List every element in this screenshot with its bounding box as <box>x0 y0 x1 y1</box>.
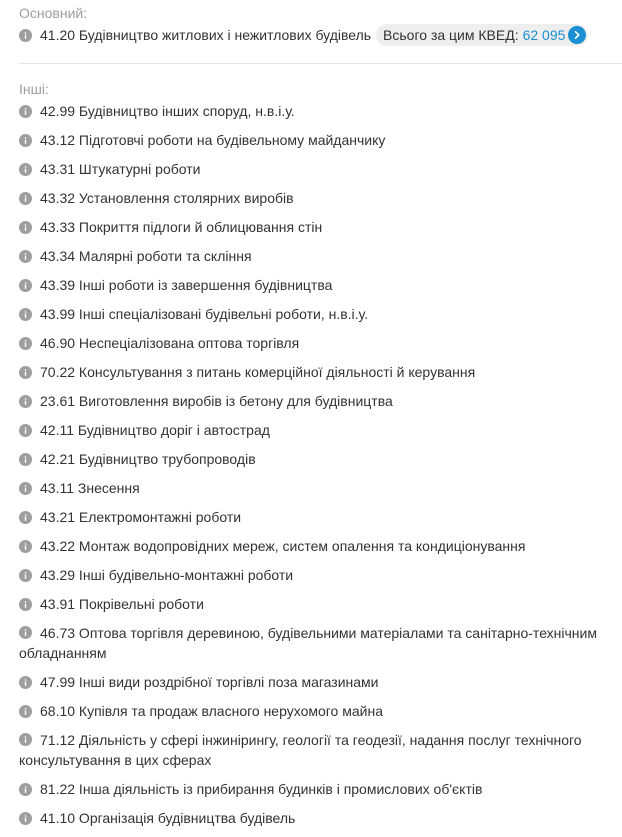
list-item <box>19 275 619 295</box>
info-icon[interactable] <box>19 733 32 746</box>
total-count[interactable]: 62 095 <box>522 27 566 43</box>
list-item <box>19 188 619 208</box>
list-item <box>19 391 619 411</box>
list-item <box>19 701 619 721</box>
list-item-text: 43.91 Покрівельні роботи <box>40 596 204 612</box>
info-icon[interactable] <box>19 366 32 379</box>
primary-section-label: Основний: <box>19 5 88 21</box>
list-item <box>19 507 619 527</box>
info-icon[interactable] <box>19 337 32 350</box>
primary-kved-row <box>19 24 619 46</box>
list-item-text: 42.11 Будівництво доріг і автострад <box>40 422 270 438</box>
list-item <box>19 304 619 324</box>
list-item-text: 81.22 Інша діяльність із прибирання будинків і промислових об'єктів <box>40 781 483 797</box>
list-item <box>19 536 619 556</box>
info-icon[interactable] <box>19 453 32 466</box>
list-item <box>19 808 619 828</box>
list-item <box>19 130 619 150</box>
list-item-text: 42.21 Будівництво трубопроводів <box>40 451 256 467</box>
other-section-label: Інші: <box>19 81 49 97</box>
list-item-text: 43.33 Покриття підлоги й облицювання стін <box>40 219 323 235</box>
list-item-text: 68.10 Купівля та продаж власного нерухомого майна <box>40 703 383 719</box>
info-icon[interactable] <box>19 395 32 408</box>
info-icon[interactable] <box>19 540 32 553</box>
info-icon[interactable] <box>19 812 32 825</box>
list-item-text: 47.99 Інші види роздрібної торгівлі поза магазинами <box>40 674 379 690</box>
list-item <box>19 478 619 498</box>
list-item <box>19 672 619 692</box>
list-item-text: 70.22 Консультування з питань комерційної діяльності й керування <box>40 364 476 380</box>
info-icon[interactable] <box>19 250 32 263</box>
info-icon[interactable] <box>19 705 32 718</box>
list-item <box>19 594 619 614</box>
info-icon[interactable] <box>19 221 32 234</box>
list-item-text: 43.22 Монтаж водопровідних мереж, систем опалення та кондиціонування <box>40 538 526 554</box>
chevron-right-icon[interactable] <box>568 26 586 44</box>
list-item <box>19 565 619 585</box>
list-item <box>19 623 619 663</box>
info-icon[interactable] <box>19 783 32 796</box>
list-item-text: 43.34 Малярні роботи та скління <box>40 248 252 264</box>
info-icon[interactable] <box>19 511 32 524</box>
info-icon[interactable] <box>19 192 32 205</box>
info-icon[interactable] <box>19 424 32 437</box>
list-item <box>19 449 619 469</box>
list-item-text: 43.32 Установлення столярних виробів <box>40 190 294 206</box>
total-label: Всього за цим КВЕД: <box>383 27 519 43</box>
list-item-text: 46.90 Неспеціалізована оптова торгівля <box>40 335 300 351</box>
info-icon[interactable] <box>19 105 32 118</box>
list-item-text: 41.10 Організація будівництва будівель <box>40 810 296 826</box>
info-icon[interactable] <box>19 482 32 495</box>
list-item <box>19 779 619 799</box>
info-icon[interactable] <box>19 569 32 582</box>
info-icon[interactable] <box>19 163 32 176</box>
list-item-text: 43.99 Інші спеціалізовані будівельні роботи, н.в.і.у. <box>40 306 369 322</box>
section-divider <box>19 63 622 64</box>
info-icon[interactable] <box>19 134 32 147</box>
list-item <box>19 730 619 770</box>
primary-kved-text: 41.20 Будівництво житлових і нежитлових будівель <box>40 27 372 43</box>
list-item <box>19 246 619 266</box>
list-item-text: 43.29 Інші будівельно-монтажні роботи <box>40 567 294 583</box>
list-item <box>19 362 619 382</box>
list-item-text: 42.99 Будівництво інших споруд, н.в.і.у. <box>40 103 295 119</box>
list-item-text: 43.39 Інші роботи із завершення будівництва <box>40 277 333 293</box>
total-by-kved-chip[interactable] <box>376 24 588 46</box>
info-icon[interactable] <box>19 29 32 42</box>
list-item-text: 43.12 Підготовчі роботи на будівельному майданчику <box>40 132 386 148</box>
list-item-text: 43.21 Електромонтажні роботи <box>40 509 242 525</box>
list-item <box>19 101 619 121</box>
list-item-text: 71.12 Діяльність у сфері інжинірингу, геології та геодезії, надання послуг технічного консультування в цих сферах <box>19 732 582 768</box>
list-item <box>19 333 619 353</box>
info-icon[interactable] <box>19 598 32 611</box>
list-item <box>19 159 619 179</box>
list-item <box>19 217 619 237</box>
info-icon[interactable] <box>19 676 32 689</box>
info-icon[interactable] <box>19 308 32 321</box>
info-icon[interactable] <box>19 279 32 292</box>
list-item <box>19 420 619 440</box>
list-item-text: 46.73 Оптова торгівля деревиною, будівельними матеріалами та санітарно-технічним обладнанням <box>19 625 597 661</box>
other-kved-list <box>19 101 619 837</box>
list-item-text: 43.31 Штукатурні роботи <box>40 161 201 177</box>
list-item-text: 43.11 Знесення <box>40 480 140 496</box>
info-icon[interactable] <box>19 626 32 639</box>
list-item-text: 23.61 Виготовлення виробів із бетону для будівництва <box>40 393 393 409</box>
